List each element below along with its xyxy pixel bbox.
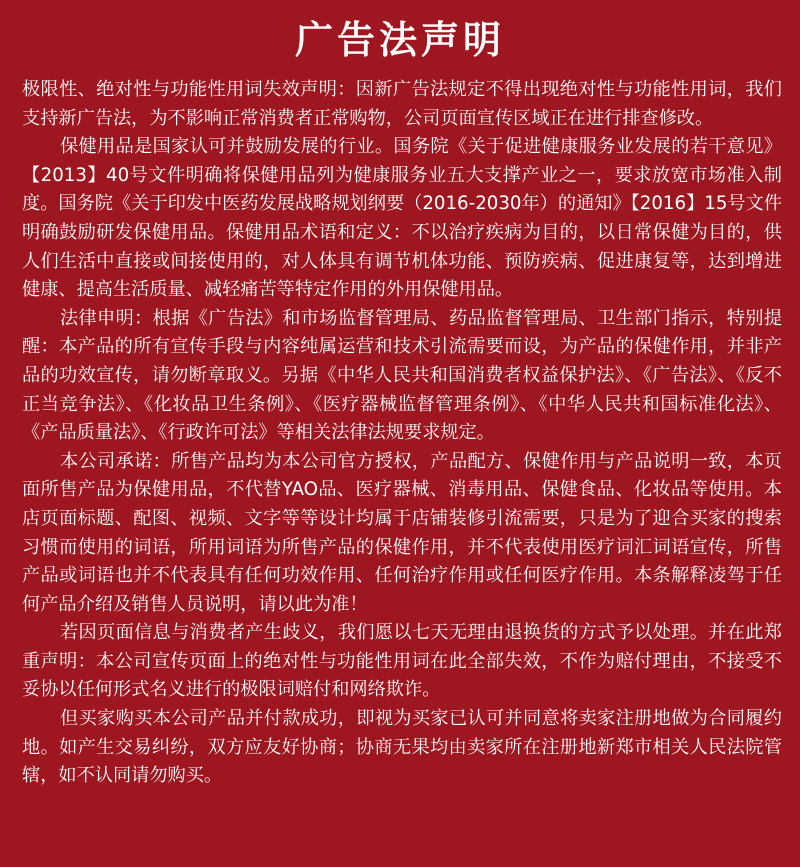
paragraph-jurisdiction: 但买家购买本公司产品并付款成功，即视为买家已认可并同意将卖家注册地做为合同履约地。如产生交易纠纷，双方应友好协商；协商无果均由卖家所在注册地新郑市相关人民法院管辖，如不认同请勿购买。 [22, 708, 782, 787]
paragraph-returns-policy: 若因页面信息与消费者产生歧义，我们愿以七天无理由退换货的方式予以处理。并在此郑重声明：本公司宣传页面上的绝对性与功能性用词在此全部失效，不作为赔付理由，不接受不妥协以任何形式名义进行的极限词赔付和网络欺诈。 [22, 622, 782, 701]
paragraph-company-commitment: 本公司承诺：所售产品均为本公司官方授权，产品配方、保健作用与产品说明一致，本页面所售产品为保健用品，不代替YAO品、医疗器械、消毒用品、保健食品、化妆品等使用。本店页面标题、配图、视频、文字等等设计均属于店铺装修引流需要，只是为了迎合买家的搜索习惯而使用的词语，所用词语为所售产品的保健作用，并不代表使用医疗词汇词语宣传，所售产品或词语也并不代表具有任何功效作用、任何治疗作用或任何医疗作用。本条解释凌驾于任何产品介绍及销售人员说明，请以此为准！ [22, 450, 782, 615]
paragraph-health-products: 保健用品是国家认可并鼓励发展的行业。国务院《关于促进健康服务业发展的若干意见》【2013】40号文件明确将保健用品列为健康服务业五大支撑产业之一，要求放宽市场准入制度。国务院《关于印发中医药发展战略规划纲要（2016-2030年）的通知》【2016】15号文件明确鼓励研发保健用品。保健用品术语和定义：不以治疗疾病为目的，以日常保健为目的，供人们生活中直接或间接使用的，对人体具有调节机体功能、预防疾病、促进康复等，达到增进健康、提高生活质量、减轻痛苦等特定作用的外用保健用品。 [22, 136, 782, 301]
paragraph-legal-statement: 法律申明：根据《广告法》和市场监督管理局、药品监督管理局、卫生部门指示，特别提醒：本产品的所有宣传手段与内容纯属运营和技术引流需要而设，为产品的保健作用，并非产品的功效宣传，请勿断章取义。另据《中华人民共和国消费者权益保护法》、《广告法》、《反不正当竞争法》、《化妆品卫生条例》、《医疗器械监督管理条例》、《中华人民共和国标准化法》、《产品质量法》、《行政许可法》等相关法律法规要求规定。 [22, 307, 782, 444]
statement-body [22, 76, 782, 791]
page-title: 广告法声明 [294, 18, 505, 62]
paragraph-absolute-terms-disclaimer: 极限性、绝对性与功能性用词失效声明：因新广告法规定不得出现绝对性与功能性用词，我们支持新广告法，为不影响正常消费者正常购物，公司页面宣传区域正在进行排查修改。 [22, 79, 782, 129]
